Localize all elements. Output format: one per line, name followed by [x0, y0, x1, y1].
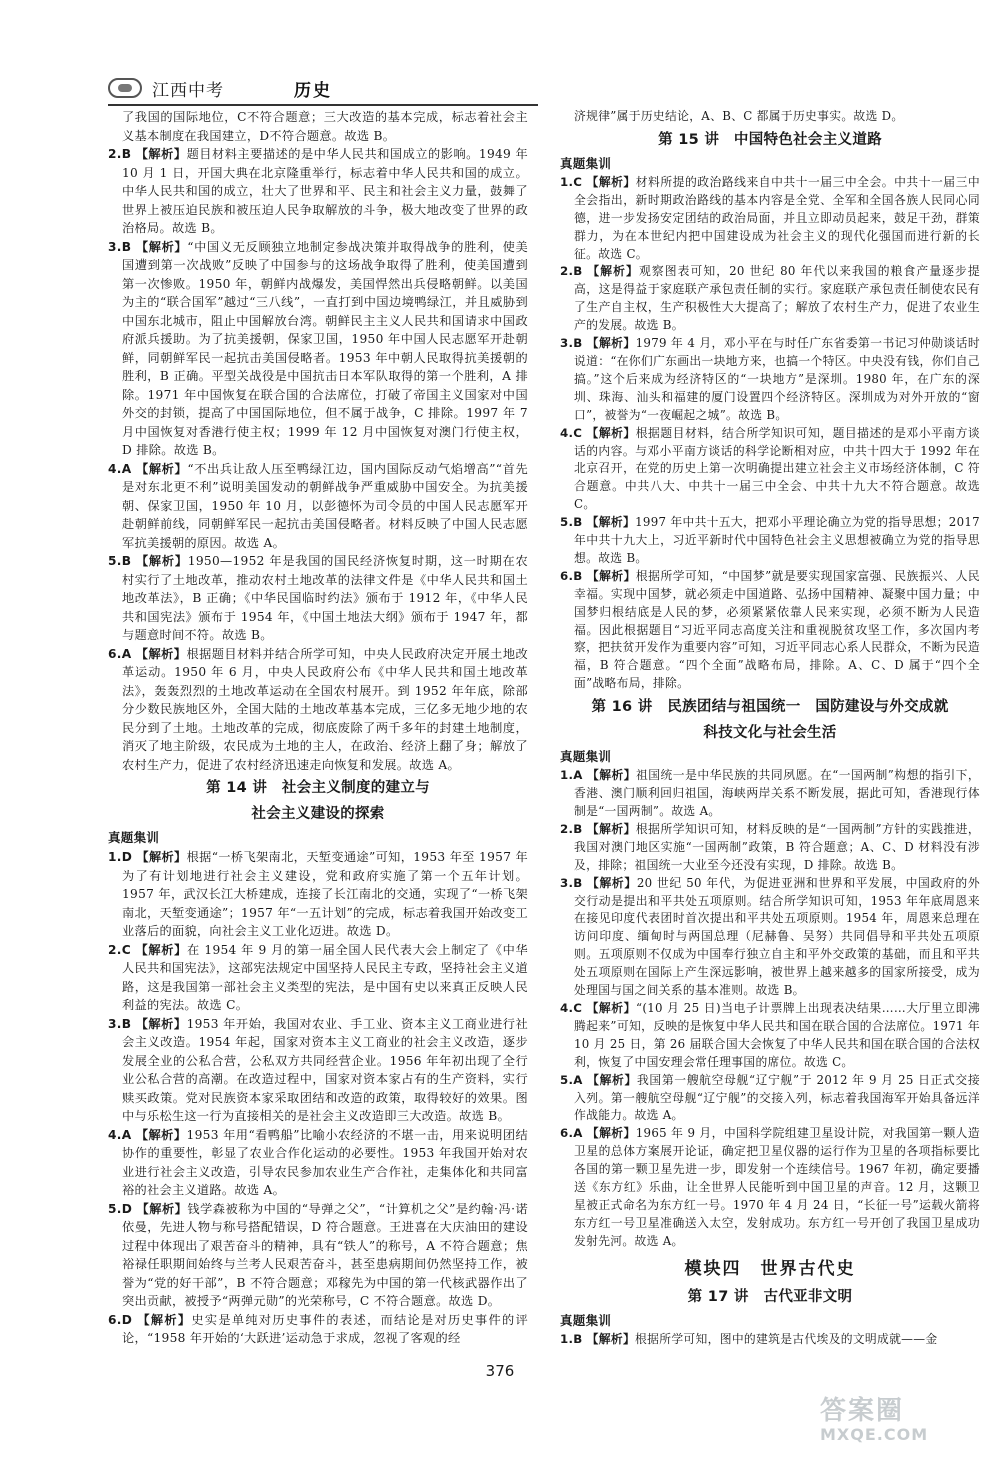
- analysis-tag: 【解析】: [135, 461, 188, 476]
- answer-continuation: 了我国的国际地位，C不符合题意；三大改造的基本完成，标志着社会主义基本制度在我国建立，D不符合题意。故选 B。: [122, 110, 528, 143]
- analysis-text: 1965 年 9 月，中国科学院组建卫星设计院，对我国第一颗人造卫星的总体方案展开论证，确定把卫星仪器的运行作为卫星的各项指标要比各国的第一颗卫星先进一步，即发射一个连续信号。1967 年初，确定要播送《东方红》乐曲，让全世界人民能听到中国卫星的声音。12 月，这颗卫星被正式命名为东方红一号。1970 年 4 月 24 日，“长征一号”运载火箭将东方红一号卫星准确送入太空，发射成功。东方红一号开创了我国卫星成功发射先河。故选 A。: [574, 1126, 980, 1248]
- answer-item: [560, 1000, 980, 1072]
- analysis-tag: 【解析】: [586, 1331, 636, 1346]
- analysis-text: 根据题目材料并结合所学可知，中央人民政府决定开展土地改革运动。1950 年 6 月，中央人民政府公布《中华人民共和国土地改革法》，轰轰烈烈的土地改革运动在全国农村展开。到 1952 年年底，除部分少数民族地区外，全国大陆的土地改革基本完成，三亿多无地少地的农民分到了土地。土地改革的完成，彻底废除了两千多年的封建土地制度，消灭了地主阶级，农民成为土地的主人，在政治、经济上翻了身；解放了农村生产力，促进了农村经济迅速走向恢复和发展。故选 A。: [122, 646, 528, 772]
- answer-item-body: [108, 1015, 528, 1126]
- section-heading: 真题集训: [108, 830, 160, 845]
- answer-letter: A: [573, 1072, 583, 1087]
- left-column: [108, 108, 528, 1348]
- question-number: 6.: [108, 646, 122, 661]
- lesson-heading: 第 17 讲 古代亚非文明: [687, 1288, 853, 1305]
- analysis-tag: 【解析】: [586, 174, 636, 189]
- answer-item-body: [560, 263, 980, 335]
- answer-item-body: [108, 145, 528, 238]
- analysis-tag: 【解析】: [586, 1000, 636, 1015]
- answer-item-body: [560, 514, 980, 568]
- answer-letter: B: [573, 568, 583, 583]
- analysis-tag: 【解析】: [586, 568, 636, 583]
- answer-letter: C: [573, 174, 583, 189]
- question-number: 3.: [108, 1016, 122, 1031]
- answer-item-body: [560, 875, 980, 1000]
- analysis-text: “中国义无反顾独立地制定参战决策并取得战争的胜利，使美国遭到第一次战败”反映了中国参与的这场战争取得了胜利，使美国遭到第一次惨败。1950 年，朝鲜内战爆发，美国悍然出兵侵略朝鲜。以美国为主的“联合国军”越过“三八线”，一直打到中国边境鸭绿江，并且威胁到中国东北城市，阻止中国解放台湾。朝鲜民主主义人民共和国请求中国政府派兵援助。为了抗美援朝，保家卫国，1950 年中国人民志愿军开赴朝鲜，同朝鲜军民一起抗击美国侵略者。1953 年中朝人民取得抗美援朝的胜利，B 正确。平型关战役是中国抗击日本军队取得的第一个胜利，A 排除。1971 年中国恢复在联合国的合法席位，打破了帝国主义国家对中国外交的封锁，提高了中国国际地位，但不属于战争，C 排除。1997 年 7 月中国恢复对香港行使主权；1999 年 12 月中国恢复对澳门行使主权，D 排除。故选 B。: [122, 239, 528, 457]
- analysis-text: “(10 月 25 日)当电子计票牌上出现表决结果……大厅里立即沸腾起来”可知，反映的是恢复中华人民共和国在联合国的合法席位。1971 年 10 月 25 日，第 26 届联合国大会恢复了中华人民共和国在联合国的合法权利，恢复了中国安理会常任理事国的席位。故选 C。: [574, 1000, 980, 1069]
- section-heading: 真题集训: [560, 1312, 612, 1328]
- lesson-heading: 社会主义建设的探索: [251, 806, 385, 822]
- analysis-tag: 【解析】: [586, 336, 636, 351]
- right-column: [560, 108, 980, 1349]
- question-number: 4.: [108, 461, 122, 476]
- lesson-heading: 第 14 讲 社会主义制度的建立与: [206, 780, 430, 796]
- answer-letter: A: [121, 1127, 132, 1142]
- answer-item-body: [108, 941, 528, 1015]
- answer-item: [108, 238, 528, 460]
- analysis-text: 祖国统一是中华民族的共同夙愿。在“一国两制”构想的指引下，香港、澳门顺利回归祖国，海峡两岸关系不断发展，据此可知，香港现行体制是“一国两制”。故选 A。: [574, 768, 980, 818]
- answer-item-body: [108, 1311, 528, 1348]
- lesson-heading: 科技文化与社会生活: [703, 725, 837, 742]
- question-number: 5.: [108, 554, 122, 568]
- question-number: 1.: [560, 1331, 574, 1346]
- answer-letter: C: [121, 942, 131, 957]
- answer-item: [108, 145, 528, 238]
- answer-letter: D: [121, 1201, 133, 1216]
- analysis-tag: 【解析】: [136, 1201, 188, 1216]
- answer-item-body: [560, 335, 980, 425]
- answer-item: [560, 174, 980, 264]
- analysis-text: 题目材料主要描述的是中华人民共和国成立的影响。1949 年 10 月 1 日，开国大典在北京隆重举行，标志着中华人民共和国的成立。中华人民共和国的成立，壮大了世界和平、民主和社会主义力量，鼓舞了世界上被压迫民族和被压迫人民争取解放的斗争，极大地改变了世界的政治格局。故选 B。: [122, 147, 528, 235]
- question-number: 1.: [560, 174, 574, 189]
- watermark-domain: MXQE.COM: [820, 1425, 929, 1444]
- question-number: 1.: [108, 850, 122, 864]
- answer-letter: A: [121, 646, 132, 661]
- answer-item-body: [108, 1200, 528, 1311]
- analysis-text: 史实是单纯对历史事件的表述，而结论是对历史事件的评论，“1958 年开始的‘大跃进’运动急于求成，忽视了客观的经: [122, 1312, 529, 1345]
- answer-item: [108, 1200, 528, 1311]
- module-heading: 模块四 世界古代史: [684, 1258, 856, 1279]
- analysis-tag: 【解析】: [135, 1127, 187, 1142]
- analysis-text: 1950—1952 年是我国的国民经济恢复时期，这一时期在农村实行了土地改革，推动农村土地改革的法律文件是《中华人民共和国土地改革法》，B 正确；《中华民国临时约法》颁布于 1912 年，《中华人民共和国宪法》颁布于 1954 年，《中国土地法大纲》颁布于 1947 年，都与题意时间不符。故选 B。: [122, 554, 529, 642]
- analysis-tag: 【解析】: [135, 942, 187, 957]
- answer-item-body: [560, 568, 980, 693]
- answer-item-body: [560, 1072, 980, 1126]
- analysis-tag: 【解析】: [586, 425, 636, 440]
- answer-letter: A: [121, 461, 132, 476]
- analysis-tag: 【解析】: [586, 821, 636, 836]
- answer-letter: C: [573, 1000, 583, 1015]
- answer-item: [560, 568, 980, 693]
- answer-item: [560, 1125, 980, 1250]
- question-number: 5.: [560, 515, 574, 530]
- answer-letter: B: [121, 147, 132, 161]
- analysis-tag: 【解析】: [587, 264, 639, 279]
- subject-title: 历史: [294, 80, 332, 101]
- header-rule: [108, 104, 538, 106]
- answer-item: [560, 767, 980, 821]
- answer-item: [108, 552, 528, 645]
- answer-letter: B: [121, 239, 132, 254]
- analysis-text: 1997 年中共十五大，把邓小平理论确立为党的指导思想；2017 年中共十九大上，习近平新时代中国特色社会主义思想被确立为党的指导思想。故选 B。: [574, 515, 980, 565]
- question-number: 3.: [108, 239, 122, 254]
- answer-letter: B: [573, 336, 583, 351]
- analysis-text: 我国第一艘航空母舰“辽宁舰”于 2012 年 9 月 25 日正式交接入列。第一艘航空母舰“辽宁舰”的交接入列，标志着我国海军开始具备远洋作战能力。故选 A。: [574, 1072, 980, 1123]
- answer-item-body: [560, 1125, 980, 1250]
- analysis-tag: 【解析】: [136, 850, 187, 864]
- analysis-tag: 【解析】: [137, 1312, 192, 1327]
- watermark-text: 答案圈: [820, 1396, 905, 1426]
- answer-item: [108, 941, 528, 1015]
- analysis-text: 根据题目材料，结合所学知识可知，题目描述的是邓小平南方谈话的内容。与邓小平南方谈话的科学论断相对应，中共十四大于 1992 年在北京召开，在党的历史上第一次明确提出建立社会主义市场经济体制，C 符合题意。中共八大、中共十一届三中全会、中共十九大不符合题意。故选 C。: [574, 425, 981, 512]
- series-logo-icon: [108, 78, 142, 98]
- answer-item: [560, 1072, 980, 1126]
- analysis-text: “不出兵让敌人压至鸭绿江边，国内国际反动气焰增高”“首先是对东北更不利”说明美国发动的朝鲜战争严重威胁中国安全。为抗美援朝、保家卫国，1950 年 10 月，以彭德怀为司令员的中国人民志愿军开赴朝鲜前线，同朝鲜军民一起抗击美国侵略者。材料反映了中国人民志愿军抗美援朝的原因。故选 A。: [122, 461, 529, 550]
- question-number: 2.: [560, 264, 574, 279]
- watermark-logo: [820, 1390, 990, 1450]
- answer-letter: A: [573, 1126, 583, 1141]
- analysis-text: 1953 年用“看鸭船”比喻小农经济的不堪一击，用来说明团结协作的重要性，彰显了农业合作化运动的必要性。1953 年我国开始对农业进行社会主义改造，引导农民参加农业生产合作社，走集体化和共同富裕的社会主义道路。故选 A。: [122, 1127, 528, 1197]
- question-number: 3.: [560, 875, 574, 890]
- answer-letter: A: [573, 768, 583, 783]
- answer-item-body: [108, 552, 528, 645]
- answer-item-body: [560, 821, 980, 875]
- question-number: 2.: [560, 821, 574, 836]
- analysis-text: 钱学森被称为中国的“导弹之父”，“计算机之父”是约翰·冯·诺依曼，先进人物与称号搭配错误，D 符合题意。王进喜在大庆油田的建设过程中体现出了艰苦奋斗的精神，具有“铁人”的称号，A 不符合题意；焦裕禄任职期间始终与兰考人民艰苦奋斗，甚至患病期间仍然坚持工作，被誉为“党的好干部”，B 不符合题意；邓稼先为中国的第一代核武器作出了突出贡献，被授予“两弹元勋”的光荣称号，C 不符合题意。故选 D。: [122, 1201, 528, 1308]
- answer-item-body: [108, 460, 528, 553]
- answer-letter: B: [121, 1016, 132, 1031]
- question-number: 2.: [108, 942, 122, 957]
- answer-letter: B: [573, 515, 583, 530]
- answer-item-body: [560, 174, 980, 264]
- answer-item: [560, 875, 980, 1000]
- answer-item: [560, 514, 980, 568]
- analysis-text: 根据所学知识可知，材料反映的是“一国两制”方针的实践推进，我国对澳门地区实施“一国两制”政策，B 符合题意；A、C、D 材料没有涉及，排除；祖国统一大业至今还没有实现，D 排除。故选 B。: [574, 821, 980, 872]
- question-number: 4.: [560, 1000, 574, 1015]
- answer-item: [108, 848, 528, 941]
- answer-item-body: [560, 425, 980, 515]
- question-number: 3.: [560, 336, 574, 351]
- analysis-tag: 【解析】: [587, 875, 637, 890]
- answer-item: [108, 1015, 528, 1126]
- analysis-tag: 【解析】: [586, 768, 637, 783]
- answer-letter: B: [121, 554, 132, 568]
- answer-letter: B: [573, 875, 583, 890]
- analysis-text: 根据所学可知，“中国梦”就是要实现国家富强、民族振兴、人民幸福。实现中国梦，就必须走中国道路、弘扬中国精神、凝聚中国力量；中国梦归根结底是人民的梦，必须紧紧依靠人民来实现，必须不断为人民造福。因此根据题目“习近平同志高度关注和重视脱贫攻坚工作，多次国内考察，把扶贫开发作为重要内容”可知，习近平同志心系人民群众，不断为民造福，B 符合题意。“四个全面”战略布局，排除。A、C、D 属于“四个全面”战略布局，排除。: [574, 568, 980, 691]
- answer-letter: D: [121, 1312, 133, 1327]
- analysis-text: 1979 年 4 月，邓小平在与时任广东省委第一书记习仲勋谈话时说道：“在你们广东画出一块地方来，也搞一个特区。中央没有钱，你们自己搞。”这个后来成为经济特区的“一块地方”是深圳。1980 年，在广东的深圳、珠海、汕头和福建的厦门设置四个经济特区。深圳成为对外开放的“窗口”，被誉为“一夜崛起之城”。故选 B。: [574, 336, 980, 422]
- question-number: 4.: [560, 425, 574, 440]
- answer-item-body: [108, 645, 528, 775]
- question-number: 6.: [108, 1312, 122, 1327]
- answer-item: [108, 645, 528, 775]
- answer-item-body: [108, 1126, 528, 1200]
- analysis-tag: 【解析】: [586, 515, 636, 530]
- answer-item-body: [108, 848, 528, 941]
- lesson-heading: 第 15 讲 中国特色社会主义道路: [658, 131, 882, 148]
- analysis-tag: 【解析】: [135, 239, 188, 254]
- lesson-heading: 第 16 讲 民族团结与祖国统一 国防建设与外交成就: [591, 699, 949, 716]
- answer-item: [108, 1311, 528, 1348]
- answer-letter: B: [573, 821, 583, 836]
- answer-letter: B: [573, 1331, 583, 1346]
- answer-item: [560, 263, 980, 335]
- answer-item-body: [560, 1000, 980, 1072]
- answer-item: [560, 1331, 980, 1349]
- answer-item-body: [108, 238, 528, 460]
- analysis-text: 20 世纪 50 年代，为促进亚洲和世界和平发展，中国政府的外交行动是提出和平共处五项原则。结合所学知识可知，1953 年年底周恩来在接见印度代表团时首次提出和平共处五项原则。1954 年，周恩来总理在访问印度、缅甸时与两国总理（尼赫鲁、吴努）共同倡导和平共处五项原则。五项原则不仅成为中国奉行独立自主和平外交政策的基础，而且和平共处五项原则在国际上产生深远影响，被世界上越来越多的国家所接受，成为处理国与国之间关系的基本准则。故选 B。: [574, 875, 980, 998]
- question-number: 5.: [108, 1201, 122, 1216]
- analysis-tag: 【解析】: [135, 646, 187, 661]
- analysis-tag: 【解析】: [135, 147, 187, 161]
- question-number: 4.: [108, 1127, 122, 1142]
- answer-item: [108, 460, 528, 553]
- question-number: 6.: [560, 568, 574, 583]
- analysis-text: 1953 年开始，我国对农业、手工业、资本主义工商业进行社会主义改造。1954 年起，国家对资本主义工商业的社会主义改造，逐步发展全业的公私合营，公私双方共同经营企业。1956 年年初出现了全行业公私合营的高潮。在改造过程中，国家对资本家占有的生产资料，实行赎买政策。党对民族资本家采取团结和改造的政策，取得较好的效果。图中与乐松生这一行为直接相关的是社会主义改造即三大改造。故选 B。: [122, 1016, 528, 1123]
- series-title: 江西中考: [152, 80, 224, 101]
- page-number: 376: [485, 1362, 515, 1380]
- section-heading: 真题集训: [560, 155, 612, 171]
- answer-item-body: [560, 767, 980, 821]
- analysis-text: 材料所提的政治路线来自中共十一届三中全会。中共十一届三中全会指出，新时期政治路线的基本内容是全党、全军和全国各族人民同心同德，进一步发扬安定团结的政治局面，并且立即动员起来，鼓足干劲，群策群力，为在本世纪内把中国建设成为社会主义的现代化强国而进行新的长征。故选 C。: [574, 174, 981, 261]
- answer-item: [560, 821, 980, 875]
- question-number: 1.: [560, 768, 574, 783]
- section-heading: 真题集训: [560, 749, 612, 765]
- answer-item-body: [560, 1331, 980, 1349]
- analysis-text: 在 1954 年 9 月的第一届全国人民代表大会上制定了《中华人民共和国宪法》，这部宪法规定中国坚持人民民主专政，坚持社会主义道路，这是我国第一部社会主义类型的宪法，是中国有史以来真正反映人民利益的宪法。故选 C。: [122, 942, 528, 1012]
- answer-item: [560, 335, 980, 425]
- page-header: [108, 72, 528, 104]
- analysis-tag: 【解析】: [135, 1016, 187, 1031]
- answer-item: [560, 425, 980, 515]
- answer-letter: C: [573, 425, 583, 440]
- question-number: 5.: [560, 1072, 574, 1087]
- analysis-tag: 【解析】: [586, 1126, 636, 1141]
- analysis-text: 观察图表可知，20 世纪 80 年代以来我国的粮食产量逐步提高，这是得益于家庭联产承包责任制的实行。家庭联产承包责任制使农民有了生产自主权，生产积极性大大提高了；解放了农村生产力，促进了农业生产的发展。故选 B。: [574, 264, 980, 333]
- analysis-text: 根据所学可知，图中的建筑是古代埃及的文明成就——金: [635, 1331, 938, 1346]
- question-number: 2.: [108, 147, 122, 161]
- analysis-text: 根据“一桥飞架南北，天堑变通途”可知，1953 年至 1957 年为了有计划地进行社会主义建设，党和政府实施了第一个五年计划。1957 年，武汉长江大桥建成，连接了长江南北的交通，实现了“一桥飞架南北，天堑变通途”；1957 年“一五计划”的完成，标志着我国开始改变工业落后的面貌，向社会主义工业化迈进。故选 D。: [122, 850, 529, 938]
- answer-letter: B: [573, 264, 583, 279]
- answer-continuation: 济规律”属于历史结论，A、B、C 都属于历史事实。故选 D。: [574, 109, 904, 123]
- answer-letter: D: [121, 850, 133, 864]
- answer-item: [108, 1126, 528, 1200]
- analysis-tag: 【解析】: [135, 554, 188, 568]
- question-number: 6.: [560, 1126, 574, 1141]
- analysis-tag: 【解析】: [587, 1072, 637, 1087]
